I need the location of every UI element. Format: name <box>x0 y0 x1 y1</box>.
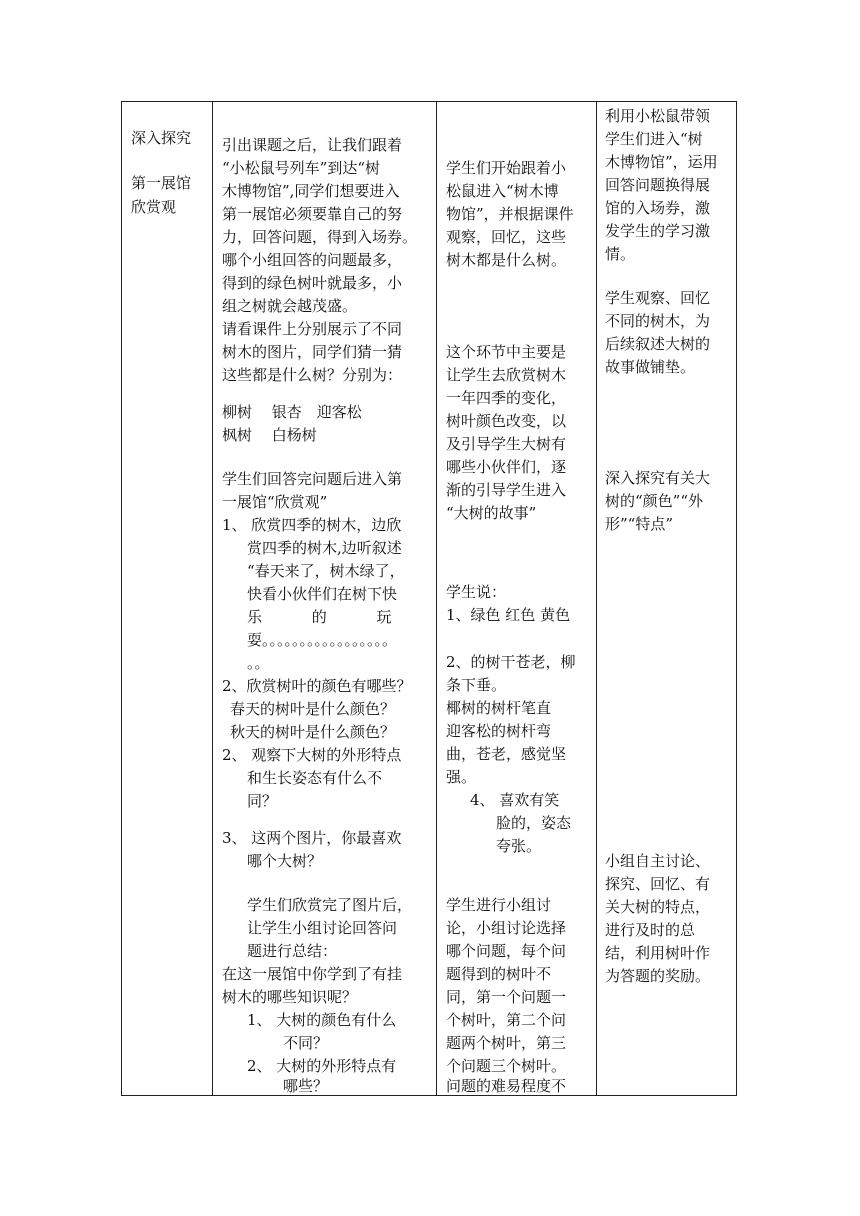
text-line: 及引导学生大树有 <box>446 435 567 453</box>
text-line: 问题的难易程度不 <box>446 1077 567 1095</box>
text-line: 哪个小组回答的问题最多， <box>222 251 403 269</box>
text-line: 乐 的 玩 <box>247 608 392 626</box>
text-line: 夸张。 <box>496 837 542 855</box>
text-line: 故事做铺垫。 <box>605 358 696 376</box>
text-line: 强。 <box>446 768 477 786</box>
text-line: 椰树的树杆笔直 <box>446 699 552 717</box>
text-line: 学生们开始跟着小 <box>446 159 567 177</box>
text-line: 力，回答问题，得到入场券。 <box>222 228 418 246</box>
tree-names-line: 枫树 白杨树 <box>222 426 317 444</box>
text-line: 树的“颜色”“外 <box>605 492 704 510</box>
text-line: 学生们回答完问题后进入第 <box>222 470 403 488</box>
text-line: 脸的，姿态 <box>496 814 572 832</box>
text-line: 2、的树干苍老，柳 <box>446 653 576 671</box>
list-item: 3、 这两个图片，你最喜欢 <box>222 829 402 847</box>
text-line: 观察，回忆，这些 <box>446 228 567 246</box>
text-line: 为答题的奖励。 <box>605 967 711 985</box>
text-line: 曲，苍老，感觉坚 <box>446 745 567 763</box>
text-line: “小松鼠号列车”到达“树 <box>222 159 381 177</box>
text-line: 进行及时的总 <box>605 921 696 939</box>
text-line: 学生说： <box>446 583 507 601</box>
text-line: 论，小组讨论选择 <box>446 919 567 937</box>
text-line: 1、绿色 红色 黄色 <box>446 606 571 624</box>
text-line: 赏四季的树木,边听叙述 <box>247 539 402 557</box>
text-line: 哪些小伙伴们，逐 <box>446 458 567 476</box>
text-line: 得到的绿色树叶就最多，小 <box>222 274 403 292</box>
text-line: 树木的哪些知识呢？ <box>222 988 358 1006</box>
text-line: 形”“特点” <box>605 515 674 533</box>
text-line: 哪些？ <box>283 1077 329 1095</box>
text-line: 同，第一个问题一 <box>446 988 567 1006</box>
text-line: 第一展馆必须要靠自己的努 <box>222 205 403 223</box>
column-divider-1 <box>212 101 213 1096</box>
text-line: 个树叶，第二个问 <box>446 1011 567 1029</box>
text-line: 不同？ <box>283 1034 329 1052</box>
text-line: 树木都是什么树。 <box>446 251 567 269</box>
text-line: 树木的图片，同学们猜一猜 <box>222 343 403 361</box>
text-line: 小组自主讨论、 <box>605 852 711 870</box>
text-line: 不同的树木，为 <box>605 312 711 330</box>
text-line: 和生长姿态有什么不 <box>247 769 383 787</box>
text-line: 木博物馆”，运用 <box>605 153 718 171</box>
text-line: 条下垂。 <box>446 676 507 694</box>
text-line: 关大树的特点， <box>605 898 711 916</box>
text-line: 春天的树叶是什么颜色？ <box>230 700 396 718</box>
text-line: 同？ <box>247 792 278 810</box>
text-line: 让学生小组讨论回答问 <box>247 919 398 937</box>
text-line: 快看小伙伴们在树下快 <box>247 585 398 603</box>
text-line: 探究、回忆、有 <box>605 875 711 893</box>
text-line: 树叶颜色改变，以 <box>446 412 567 430</box>
text-line: “春天来了，树木绿了， <box>247 562 405 580</box>
text-line: 一展馆“欣赏观” <box>222 493 328 511</box>
text-line: 请看课件上分别展示了不同 <box>222 320 403 338</box>
text-line: 松鼠进入“树木博 <box>446 182 559 200</box>
column-divider-3 <box>596 101 597 1096</box>
text-line: 学生观察、回忆 <box>605 289 711 307</box>
text-line: 耍。。。。。。。。。。。。。。。。。 <box>247 631 398 649</box>
hall-name: 欣赏观 <box>131 198 177 216</box>
text-line: 让学生去欣赏树木 <box>446 366 567 384</box>
stage-label: 深入探究 <box>131 129 192 147</box>
text-line: 题两个树叶，第三 <box>446 1034 567 1052</box>
list-item: 2、欣赏树叶的颜色有哪些？ <box>222 677 412 695</box>
text-line: 回答问题换得展 <box>605 176 711 194</box>
list-item: 4、 喜欢有笑 <box>470 791 560 809</box>
list-item: 1、 欣赏四季的树木，边欣 <box>222 516 402 534</box>
text-line: “大树的故事” <box>446 504 537 522</box>
list-item: 2、 观察下大树的外形特点 <box>222 746 402 764</box>
text-line: 哪个大树？ <box>247 852 323 870</box>
text-line: 馆的入场券，激 <box>605 199 711 217</box>
text-line: 组之树就会越茂盛。 <box>222 297 358 315</box>
text-line: 这些都是什么树？分别为： <box>222 366 403 384</box>
text-line: 利用小松鼠带领 <box>605 107 711 125</box>
text-line: 在这一展馆中你学到了有挂 <box>222 965 403 983</box>
text-line: 。。 <box>247 654 270 672</box>
text-line: 哪个问题，每个问 <box>446 942 567 960</box>
text-line: 发学生的学习激 <box>605 222 711 240</box>
text-line: 渐的引导学生进入 <box>446 481 567 499</box>
text-line: 木博物馆”,同学们想要进入 <box>222 182 400 200</box>
text-line: 迎客松的树杆弯 <box>446 722 552 740</box>
text-line: 结，利用树叶作 <box>605 944 711 962</box>
text-line: 引出课题之后，让我们跟着 <box>222 136 403 154</box>
text-line: 题得到的树叶不 <box>446 965 552 983</box>
text-line: 学生进行小组讨 <box>446 896 552 914</box>
text-line: 学生们进入“树 <box>605 130 703 148</box>
list-item: 1、 大树的颜色有什么 <box>247 1011 397 1029</box>
column-divider-2 <box>436 101 437 1096</box>
tree-names-line: 柳树 银杏 迎客松 <box>222 403 362 421</box>
text-line: 这个环节中主要是 <box>446 343 567 361</box>
text-line: 深入探究有关大 <box>605 469 711 487</box>
text-line: 学生们欣赏完了图片后， <box>247 896 413 914</box>
text-line: 物馆”，并根据课件 <box>446 205 574 223</box>
text-line: 一年四季的变化， <box>446 389 567 407</box>
text-line: 情。 <box>605 245 636 263</box>
text-line: 题进行总结： <box>247 942 338 960</box>
text-line: 个问题三个树叶。 <box>446 1057 567 1075</box>
text-line: 后续叙述大树的 <box>605 335 711 353</box>
hall-label: 第一展馆 <box>131 174 192 192</box>
text-line: 秋天的树叶是什么颜色？ <box>230 723 396 741</box>
list-item: 2、 大树的外形特点有 <box>247 1057 397 1075</box>
